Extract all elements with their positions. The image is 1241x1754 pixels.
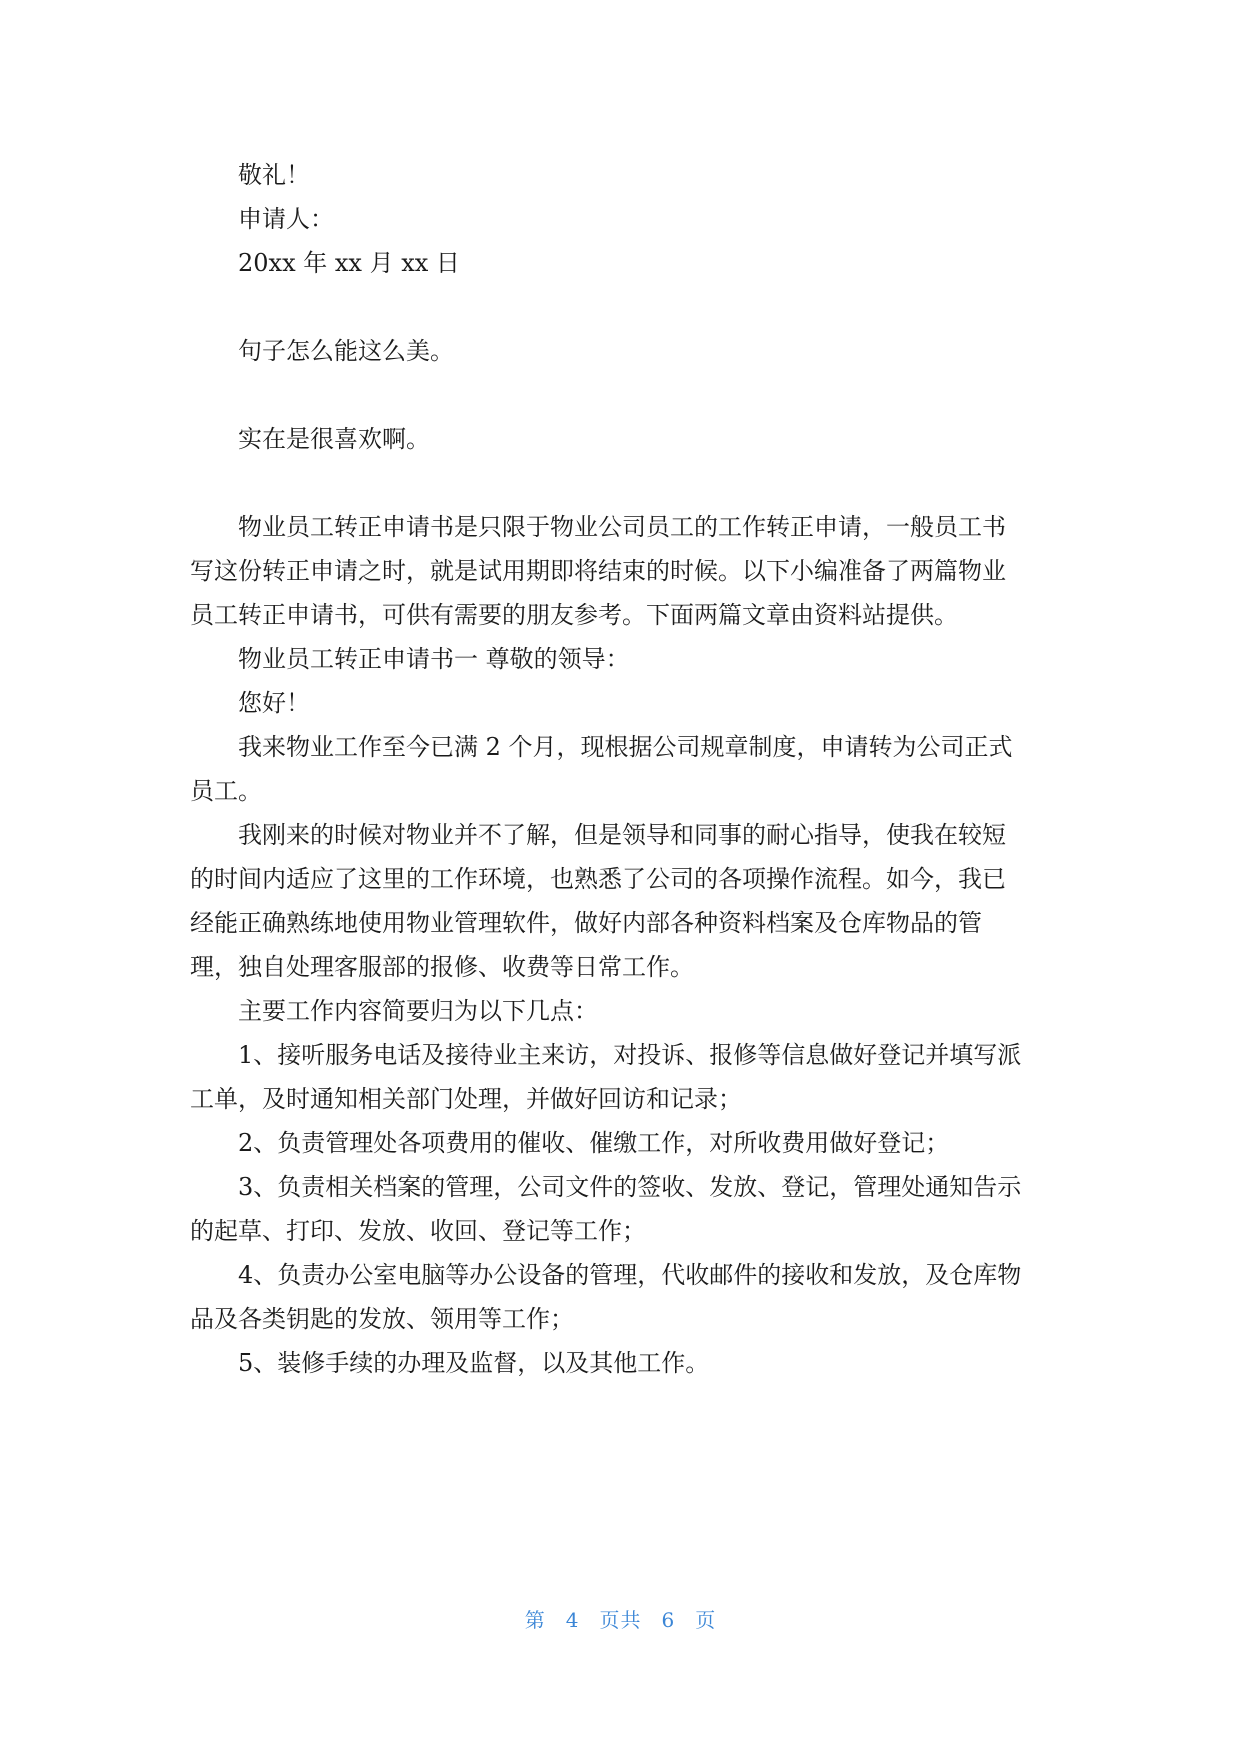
list-item: 2、负责管理处各项费用的催收、催缴工作，对所收费用做好登记； (238, 1129, 950, 1157)
interjection-1: 句子怎么能这么美。 (238, 337, 454, 365)
page-number-footer (0, 1604, 1241, 1633)
list-item-continuation: 工单，及时通知相关部门处理，并做好回访和记录； (190, 1085, 742, 1113)
list-item-continuation: 品及各类钥匙的发放、领用等工作； (190, 1305, 574, 1333)
list-item-continuation: 的起草、打印、发放、收回、登记等工作； (190, 1217, 646, 1245)
body-paragraph-line: 员工。 (190, 777, 262, 805)
footer-suffix: 页 (695, 1608, 717, 1632)
date-line: 20xx 年 xx 月 xx 日 (238, 249, 460, 277)
list-item: 4、负责办公室电脑等办公设备的管理，代收邮件的接收和发放，及仓库物 (238, 1261, 1022, 1289)
list-intro: 主要工作内容简要归为以下几点： (238, 997, 598, 1025)
applicant-label: 申请人： (238, 205, 334, 233)
closing-salutation: 敬礼！ (238, 161, 310, 189)
greeting: 您好！ (238, 689, 310, 717)
list-item: 5、装修手续的办理及监督，以及其他工作。 (238, 1349, 710, 1377)
list-item: 1、接听服务电话及接待业主来访，对投诉、报修等信息做好登记并填写派 (238, 1041, 1022, 1069)
footer-prefix: 第 (524, 1608, 546, 1632)
letter-heading: 物业员工转正申请书一 尊敬的领导： (238, 645, 630, 673)
intro-paragraph-line: 写这份转正申请之时，就是试用期即将结束的时候。以下小编准备了两篇物业 (190, 557, 1006, 585)
intro-paragraph-line: 物业员工转正申请书是只限于物业公司员工的工作转正申请，一般员工书 (238, 513, 1006, 541)
interjection-2: 实在是很喜欢啊。 (238, 425, 430, 453)
total-page-number: 6 (661, 1608, 676, 1632)
intro-paragraph-line: 员工转正申请书，可供有需要的朋友参考。下面两篇文章由资料站提供。 (190, 601, 958, 629)
list-item: 3、负责相关档案的管理，公司文件的签收、发放、登记，管理处通知告示 (238, 1173, 1022, 1201)
body-paragraph-line: 我刚来的时候对物业并不了解，但是领导和同事的耐心指导，使我在较短 (238, 821, 1006, 849)
current-page-number: 4 (565, 1608, 580, 1632)
body-paragraph-line: 我来物业工作至今已满 2 个月，现根据公司规章制度，申请转为公司正式 (238, 733, 1013, 761)
footer-middle: 页共 (599, 1608, 642, 1632)
body-paragraph-line: 理，独自处理客服部的报修、收费等日常工作。 (190, 953, 694, 981)
body-paragraph-line: 经能正确熟练地使用物业管理软件，做好内部各种资料档案及仓库物品的管 (190, 909, 982, 937)
body-paragraph-line: 的时间内适应了这里的工作环境，也熟悉了公司的各项操作流程。如今，我已 (190, 865, 1006, 893)
